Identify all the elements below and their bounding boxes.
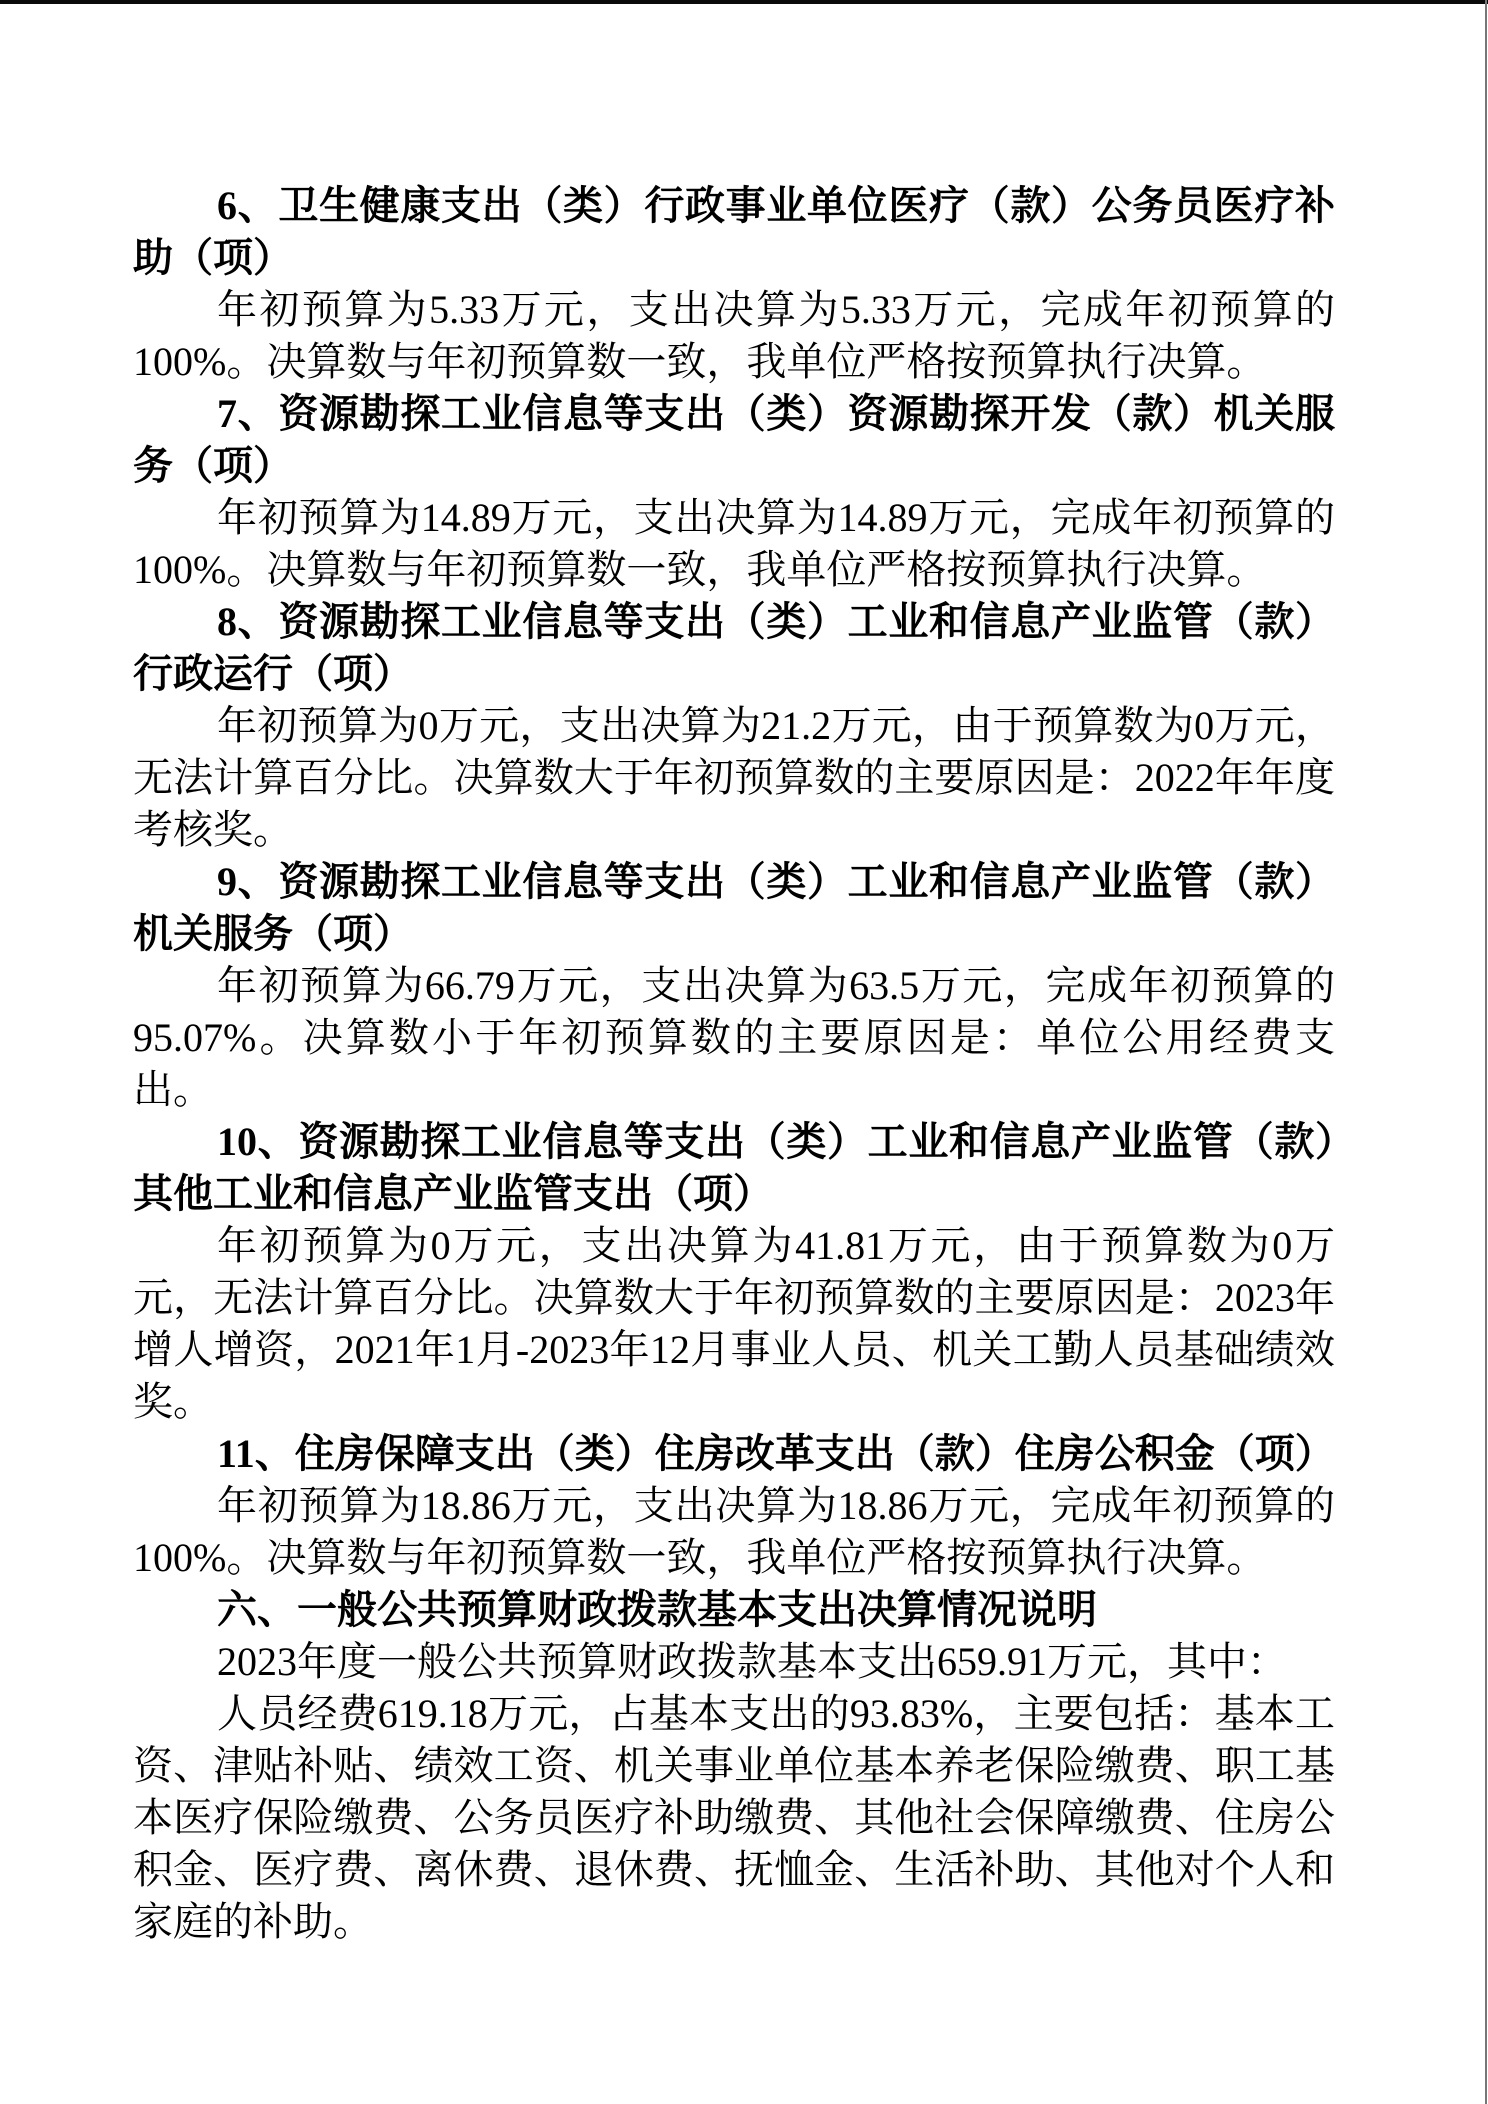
section-heading-7: 7、资源勘探工业信息等支出（类）资源勘探开发（款）机关服务（项） [133,391,1335,488]
section-heading-11: 11、住房保障支出（类）住房改革支出（款）住房公积金（项） [217,1431,1335,1476]
paragraph-6: 年初预算为5.33万元，支出决算为5.33万元，完成年初预算的100%。决算数与年初预算数一致，我单位严格按预算执行决算。 [133,287,1335,384]
page-right-edge [1485,0,1487,2104]
page-top-edge [0,0,1488,4]
paragraph-personnel-expense: 人员经费619.18万元，占基本支出的93.83%，主要包括：基本工资、津贴补贴、绩效工资、机关事业单位基本养老保险缴费、职工基本医疗保险缴费、公务员医疗补助缴费、其他社会保障缴费、住房公积金、医疗费、离休费、退休费、抚恤金、生活补助、其他对个人和家庭的补助。 [133,1691,1335,1944]
paragraph-basic-expenditure-total: 2023年度一般公共预算财政拨款基本支出659.91万元，其中： [217,1639,1287,1684]
paragraph-11: 年初预算为18.86万元，支出决算为18.86万元，完成年初预算的100%。决算数与年初预算数一致，我单位严格按预算执行决算。 [133,1483,1335,1580]
paragraph-10: 年初预算为0万元，支出决算为41.81万元，由于预算数为0万元，无法计算百分比。决算数大于年初预算数的主要原因是：2023年增人增资，2021年1月-2023年12月事业人员、机关工勤人员基础绩效奖。 [133,1223,1335,1424]
paragraph-9: 年初预算为66.79万元，支出决算为63.5万元，完成年初预算的95.07%。决算数小于年初预算数的主要原因是：单位公用经费支出。 [133,963,1335,1112]
section-heading-basic-expenditure: 六、一般公共预算财政拨款基本支出决算情况说明 [217,1587,1097,1632]
section-heading-10: 10、资源勘探工业信息等支出（类）工业和信息产业监管（款）其他工业和信息产业监管支出（项） [133,1119,1335,1216]
section-heading-8: 8、资源勘探工业信息等支出（类）工业和信息产业监管（款）行政运行（项） [133,599,1335,696]
paragraph-8: 年初预算为0万元，支出决算为21.2万元，由于预算数为0万元，无法计算百分比。决算数大于年初预算数的主要原因是：2022年年度考核奖。 [133,703,1335,852]
section-heading-9: 9、资源勘探工业信息等支出（类）工业和信息产业监管（款）机关服务（项） [133,859,1335,956]
document-content [133,180,1335,1948]
section-heading-6: 6、卫生健康支出（类）行政事业单位医疗（款）公务员医疗补助（项） [133,183,1335,280]
paragraph-7: 年初预算为14.89万元，支出决算为14.89万元，完成年初预算的100%。决算数与年初预算数一致，我单位严格按预算执行决算。 [133,495,1335,592]
